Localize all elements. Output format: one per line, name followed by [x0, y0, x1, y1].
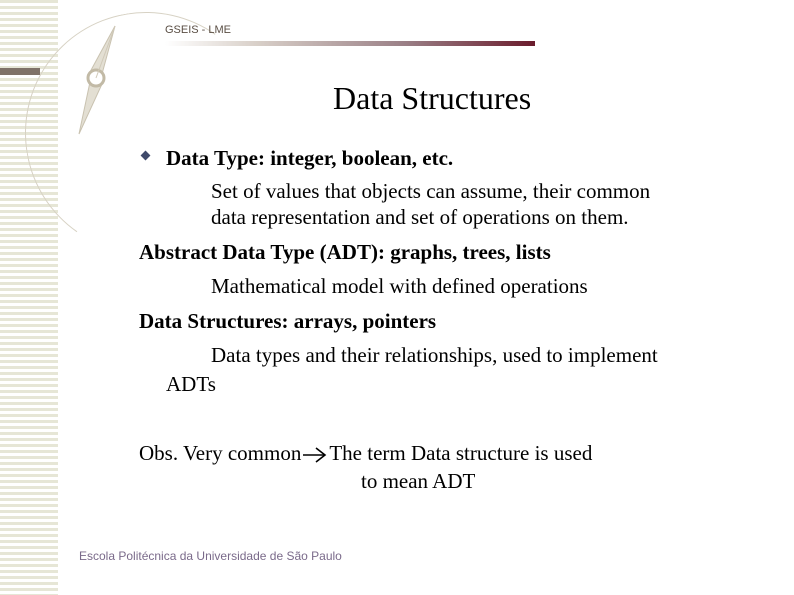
obs-prefix: Obs. Very common — [139, 441, 302, 465]
slide-title: Data Structures — [333, 80, 532, 116]
item-desc-3-line2: ADTs — [166, 372, 216, 396]
right-arrow-icon — [302, 446, 328, 464]
item-term-2: Abstract Data Type (ADT): graphs, trees, lists — [139, 240, 551, 264]
stripe-accent-bar — [0, 68, 40, 75]
item-desc-1-line2: data representation and set of operations on them. — [211, 205, 629, 229]
obs-suffix: The term Data structure is used — [329, 441, 593, 465]
item-desc-1-line1: Set of values that objects can assume, their common — [211, 179, 651, 203]
item-desc-3-line1: Data types and their relationships, used to implement — [211, 343, 658, 367]
obs-line-1 — [139, 440, 592, 466]
obs-line-2: to mean ADT — [361, 469, 476, 493]
header-label: GSEIS - LME — [165, 24, 232, 36]
item-term-3: Data Structures: arrays, pointers — [139, 309, 437, 333]
item-term-1: Data Type: integer, boolean, etc. — [166, 146, 454, 170]
item-desc-2-line1: Mathematical model with defined operations — [211, 274, 588, 298]
compass-logo-icon — [72, 24, 122, 136]
header-divider — [165, 41, 535, 46]
footer-institution: Escola Politécnica da Universidade de São Paulo — [79, 549, 342, 563]
